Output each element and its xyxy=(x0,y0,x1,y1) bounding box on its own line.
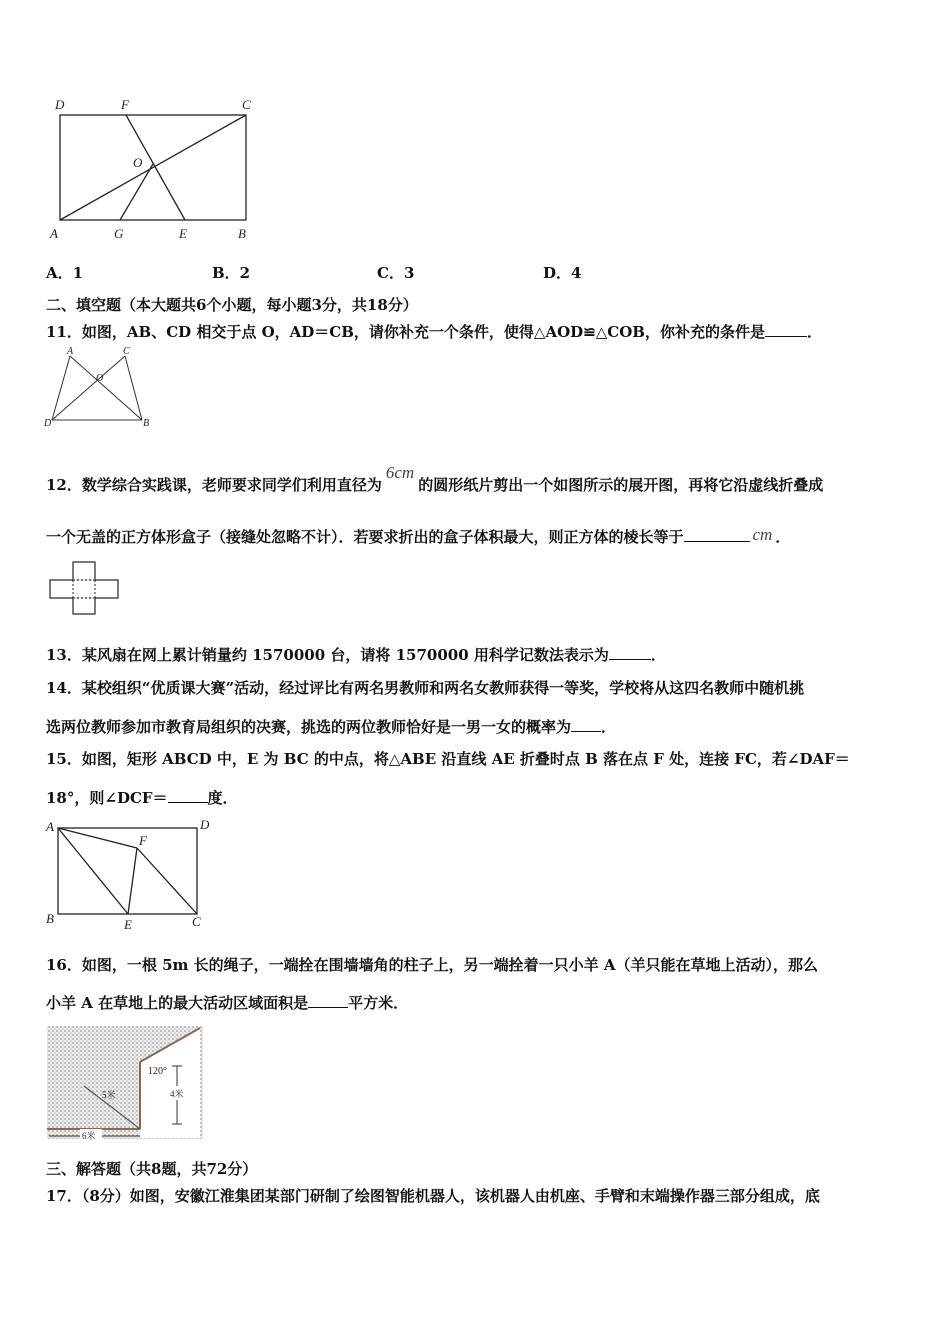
q14-line1: 14．某校组织“优质课大赛”活动，经过评比有两名男教师和两名女教师获得一等奖，学校将从这四名教师中随机挑 xyxy=(46,679,805,697)
q11-label-a: A xyxy=(67,346,74,357)
q12-net-cross xyxy=(50,580,118,598)
q11-label-b: B xyxy=(143,418,150,429)
q11-label-d: D xyxy=(44,418,52,429)
q15-answer-blank[interactable] xyxy=(168,788,208,803)
q15-label-b: B xyxy=(46,911,54,926)
q15-line2-text: 18°，则∠DCF＝ xyxy=(46,789,168,807)
q13-stem: 13．某风扇在网上累计销量约 1570000 台，请将 1570000 用科学记数法表示为 xyxy=(46,646,609,664)
q14-line2-text: 选两位教师参加市教育局组织的决赛，挑选的两位教师恰好是一男一女的概率为 xyxy=(46,718,572,736)
q12-line1-b: 的圆形纸片剪出一个如图所示的展开图，再将它沿虚线折叠成 xyxy=(418,476,824,494)
q11-seg-cb xyxy=(125,356,142,420)
q10-figure xyxy=(40,90,270,250)
q16-label-angle: 120° xyxy=(148,1066,167,1077)
q15-rectangle xyxy=(58,828,197,914)
q11-seg-cd xyxy=(52,356,125,420)
q11-seg-ad xyxy=(52,356,70,420)
q11-end: ． xyxy=(806,323,822,341)
q12-answer-blank[interactable] xyxy=(684,527,750,542)
q16-end: 平方米． xyxy=(348,994,409,1012)
q11-label-o: O xyxy=(96,373,104,384)
q10-label-f: F xyxy=(121,97,129,112)
q16-figure xyxy=(44,1022,206,1144)
q16-label-4m: 4米 xyxy=(170,1089,184,1099)
section3-heading: 三、解答题（共8题，共72分） xyxy=(46,1160,258,1178)
q10-choice-b: B．2 xyxy=(212,264,251,282)
q10-choice-d: D．4 xyxy=(543,264,582,282)
q12-line2 xyxy=(46,527,790,546)
q12-net-bottom-flap xyxy=(73,598,95,614)
q15-label-c: C xyxy=(192,914,201,929)
q16-line2-text: 小羊 A 在草地上的最大活动区域面积是 xyxy=(46,994,309,1012)
q13-end: ． xyxy=(650,646,666,664)
q11-seg-ab xyxy=(70,356,142,420)
q14-line2 xyxy=(46,717,616,736)
q16-answer-blank[interactable] xyxy=(308,993,348,1008)
q15-label-f: F xyxy=(139,833,147,848)
q15-label-d: D xyxy=(200,817,210,832)
q10-label-o: O xyxy=(133,155,143,170)
q10-label-g: G xyxy=(114,226,124,241)
q14-end: ． xyxy=(601,718,617,736)
q12-line1 xyxy=(46,463,824,494)
q15-seg-fc xyxy=(137,848,197,914)
q11-text xyxy=(46,322,822,341)
q15-label-a: A xyxy=(46,819,54,834)
q15-figure xyxy=(40,815,220,935)
q12-unit: cm xyxy=(752,525,773,544)
section2-heading: 二、填空题（本大题共6个小题，每小题3分，共18分） xyxy=(46,296,418,314)
q15-seg-ae xyxy=(58,828,128,914)
q10-label-a: A xyxy=(50,226,58,241)
q16-line2 xyxy=(46,993,408,1012)
q10-label-e: E xyxy=(179,226,187,241)
q15-seg-af xyxy=(58,828,137,848)
q11-answer-blank[interactable] xyxy=(765,322,807,337)
q13-answer-blank[interactable] xyxy=(609,645,651,660)
q12-end: ． xyxy=(775,528,791,546)
q10-choice-a: A．1 xyxy=(46,264,84,282)
q15-line2 xyxy=(46,788,238,807)
q12-net-top-flap xyxy=(73,562,95,580)
q10-line-ac xyxy=(60,115,246,220)
q12-line2-text: 一个无盖的正方体形盒子（接缝处忽略不计）．若要求折出的盒子体积最大，则正方体的棱长等于 xyxy=(46,528,684,546)
q10-choice-c: C．3 xyxy=(377,264,415,282)
q11-stem: 11．如图，AB、CD 相交于点 O，AD＝CB，请你补充一个条件，使得△AOD≌△COB，你补充的条件是 xyxy=(46,323,765,341)
q12-diameter: 6cm xyxy=(385,463,415,482)
q15-seg-fe xyxy=(128,848,137,914)
q10-label-c: C xyxy=(242,97,251,112)
q12-line1-a: 12．数学综合实践课，老师要求同学们利用直径为 xyxy=(46,476,382,494)
q11-figure xyxy=(40,344,160,436)
q16-label-6m: 6米 xyxy=(82,1131,96,1141)
q17-text: 17．（8分）如图，安徽江淮集团某部门研制了绘图智能机器人，该机器人由机座、手臂和末端操作器三部分组成，底 xyxy=(46,1187,820,1205)
q16-label-5m: 5米 xyxy=(102,1090,116,1100)
q10-label-b: B xyxy=(238,226,246,241)
q12-net-figure xyxy=(48,562,122,614)
q11-label-c: C xyxy=(123,346,130,357)
q14-answer-blank[interactable] xyxy=(571,717,601,732)
q10-line-og xyxy=(120,164,153,220)
q10-label-d: D xyxy=(55,97,65,112)
q15-end: 度． xyxy=(207,789,238,807)
q16-line1: 16．如图，一根 5m 长的绳子，一端拴在围墙墙角的柱子上，另一端拴着一只小羊 A（羊只能在草地上活动），那么 xyxy=(46,956,818,974)
q15-label-e: E xyxy=(124,917,132,932)
q13-text xyxy=(46,645,666,664)
q15-line1: 15．如图，矩形 ABCD 中，E 为 BC 的中点，将△ABE 沿直线 AE 折叠时点 B 落在点 F 处，连接 FC，若∠DAF＝ xyxy=(46,750,850,768)
